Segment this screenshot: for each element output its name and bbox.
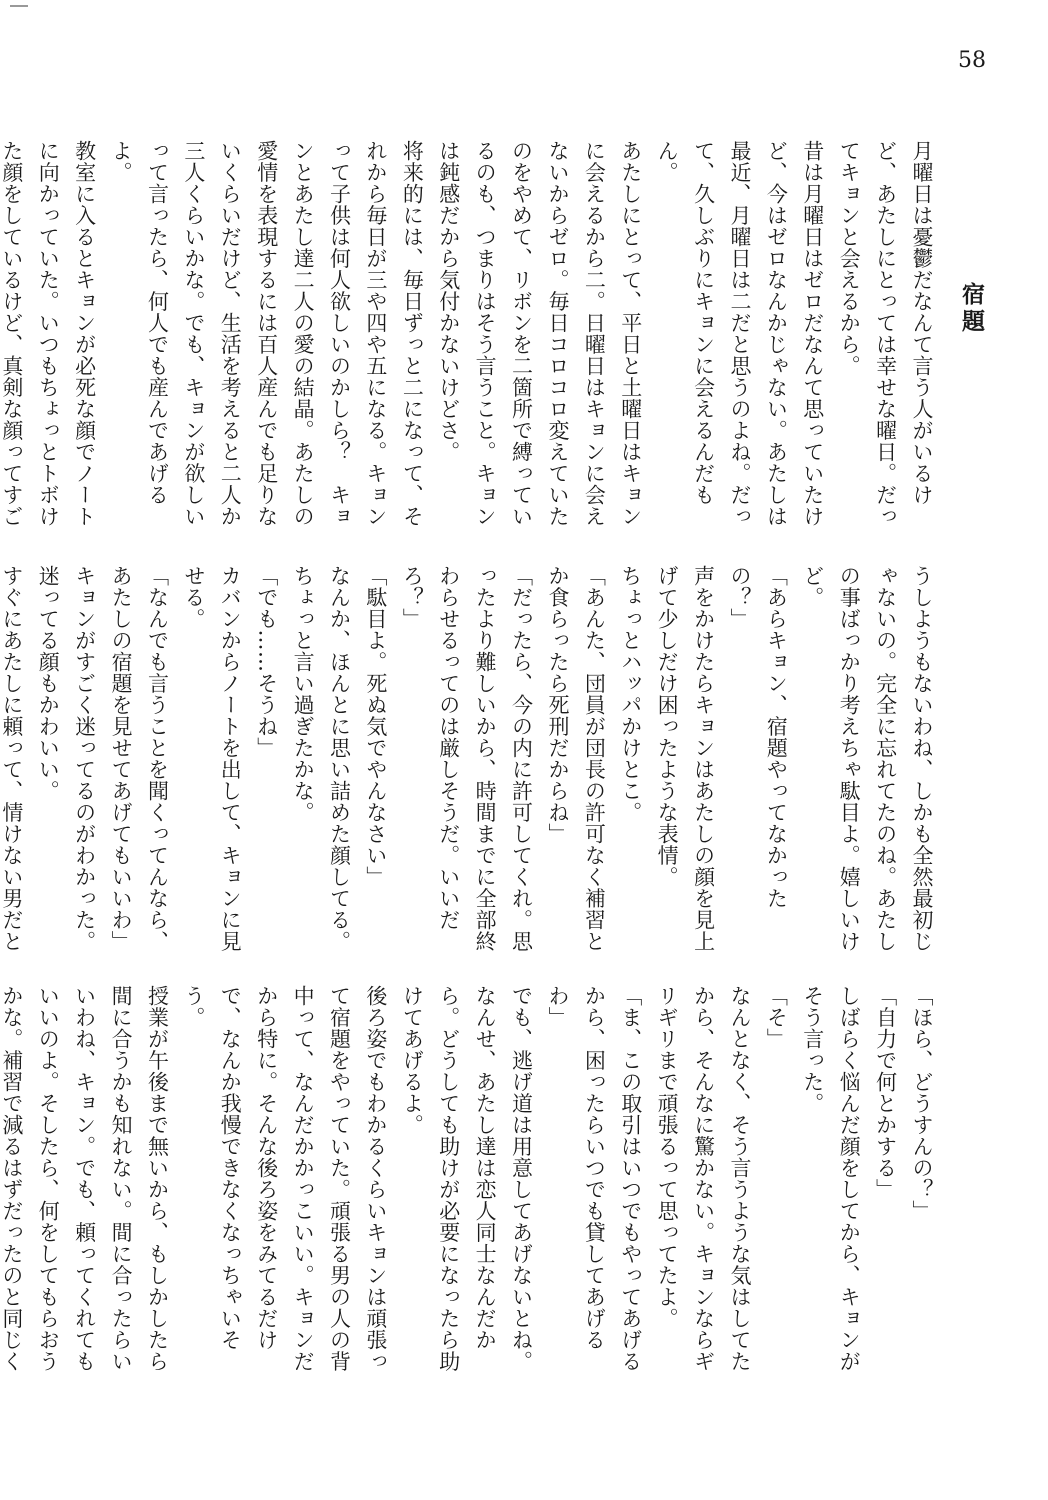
chapter-title: 宿題: [958, 282, 985, 336]
paragraph: 声をかけたらキョンはあたしの顔を見上げて少しだけ困ったような表情。: [655, 565, 716, 952]
paragraph: あたしにとって、平日と土曜日はキョンに会えるから二。日曜日はキョンに会えないからゼロ。毎日コロコロ変えていたのをやめて、リボンを二箇所で縛っているのも、つまりはそう言うこと。キョンは鈍感だから気付かないけどさ。: [436, 140, 643, 527]
paragraph: なんか、ほんとに思い詰めた顔してる。: [327, 565, 352, 952]
dialogue: 「だったら、今の内に許可してくれ。思ったより難しいから、時間までに全部終わらせるってのは厳しそうだ。いいだろ？」: [400, 565, 534, 952]
dialogue: 「そ」: [764, 985, 789, 1050]
paragraph: しばらく悩んだ顔をしてから、キョンがそう言った。: [800, 985, 862, 1372]
text-tier-top: [0, 140, 940, 535]
text-tier-middle: [0, 565, 940, 960]
dialogue: 「ま、この取引はいつでもやってあげるから、困ったらいつでも貸してあげるわ」: [545, 985, 643, 1372]
paragraph: なんとなく、そう言うような気はしてたから、そんなに驚かない。キョンならギリギリまで頑張るって思ってたよ。: [655, 985, 752, 1372]
paragraph: ちょっとハッパかけとこ。: [618, 565, 643, 823]
dialogue: 「なんでも言うことを聞くってんなら、あたしの宿題を見せてあげてもいいわ」: [109, 565, 170, 952]
page-number: 58: [958, 48, 986, 73]
paragraph: 授業が午後まで無いから、もしかしたら間に合うかも知れない。間に合ったらいいわね、キョン。でも、頼ってくれてもいいのよ。そしたら、何をしてもらおうかな。補習で減るはずだったのと同じく: [0, 985, 170, 1372]
paragraph: 教室に入るとキョンが必死な顔でノートに向かっていた。いつもちょっとトボけた顔をしているけど、真剣な顔ってすご: [0, 140, 97, 527]
dialogue: 「でも……そうね」: [254, 565, 279, 759]
dialogue: 「ほら、どうすんの？」: [910, 985, 934, 1222]
paragraph: 昔は月曜日はゼロだなんて思っていたけど、今はゼロなんかじゃない。あたしは最近、月曜日は二だと思うのよね。だって、久しぶりにキョンに会えるんだもん。: [655, 140, 825, 527]
paragraph: キョンがすごく迷ってるのがわかった。迷ってる顔もかわいい。: [36, 565, 97, 952]
paragraph: カバンからノートを出して、キョンに見せる。: [181, 565, 243, 952]
paragraph: でも、逃げ道は用意してあげないとね。なんせ、あたし達は恋人同士なんだから。どうしても助けが必要になったら助けてあげるよ。: [400, 985, 534, 1372]
paragraph: うしようもないわね、しかも全然最初じゃないの。完全に忘れてたのね。あたしの事ばっかり考えちゃ駄目よ。嬉しいけど。: [800, 565, 934, 952]
dialogue: 「自力で何とかする」: [873, 985, 898, 1200]
paragraph: 後ろ姿でもわかるくらいキョンは頑張って宿題をやっていた。頑張る男の人の背中って、なんだかかっこいい。キョンだから特に。そんな後ろ姿をみてるだけで、なんか我慢できなくなっちゃいそう。: [181, 985, 388, 1372]
paragraph: すぐにあたしに頼って、情けない男だと: [0, 565, 24, 952]
dialogue: 「あんた、団員が団長の許可なく補習とか食らったら死刑だからね」: [545, 565, 607, 952]
text-tier-bottom: [0, 985, 940, 1380]
paragraph: 将来的には、毎日ずっと二になって、それから毎日が三や四や五になる。キョンって子供は何人欲しいのかしら？ キョンとあたし達二人の愛の結晶。あたしの愛情を表現するには百人産んでも足りないくらいだけど、生活を考えると二人か三人くらいかな。でも、キョンが欲しいって言ったら、何人でも産んであげるよ。: [109, 140, 425, 527]
scan-mark: [10, 5, 28, 7]
paragraph: ちょっと言い過ぎたかな。: [291, 565, 316, 823]
dialogue: 「あらキョン、宿題やってなかったの？」: [727, 565, 789, 909]
dialogue: 「駄目よ。死ぬ気でやんなさい」: [363, 565, 388, 888]
paragraph: 月曜日は憂鬱だなんて言う人がいるけど、あたしにとっては幸せな曜日。だってキョンと会えるから。: [837, 140, 934, 527]
